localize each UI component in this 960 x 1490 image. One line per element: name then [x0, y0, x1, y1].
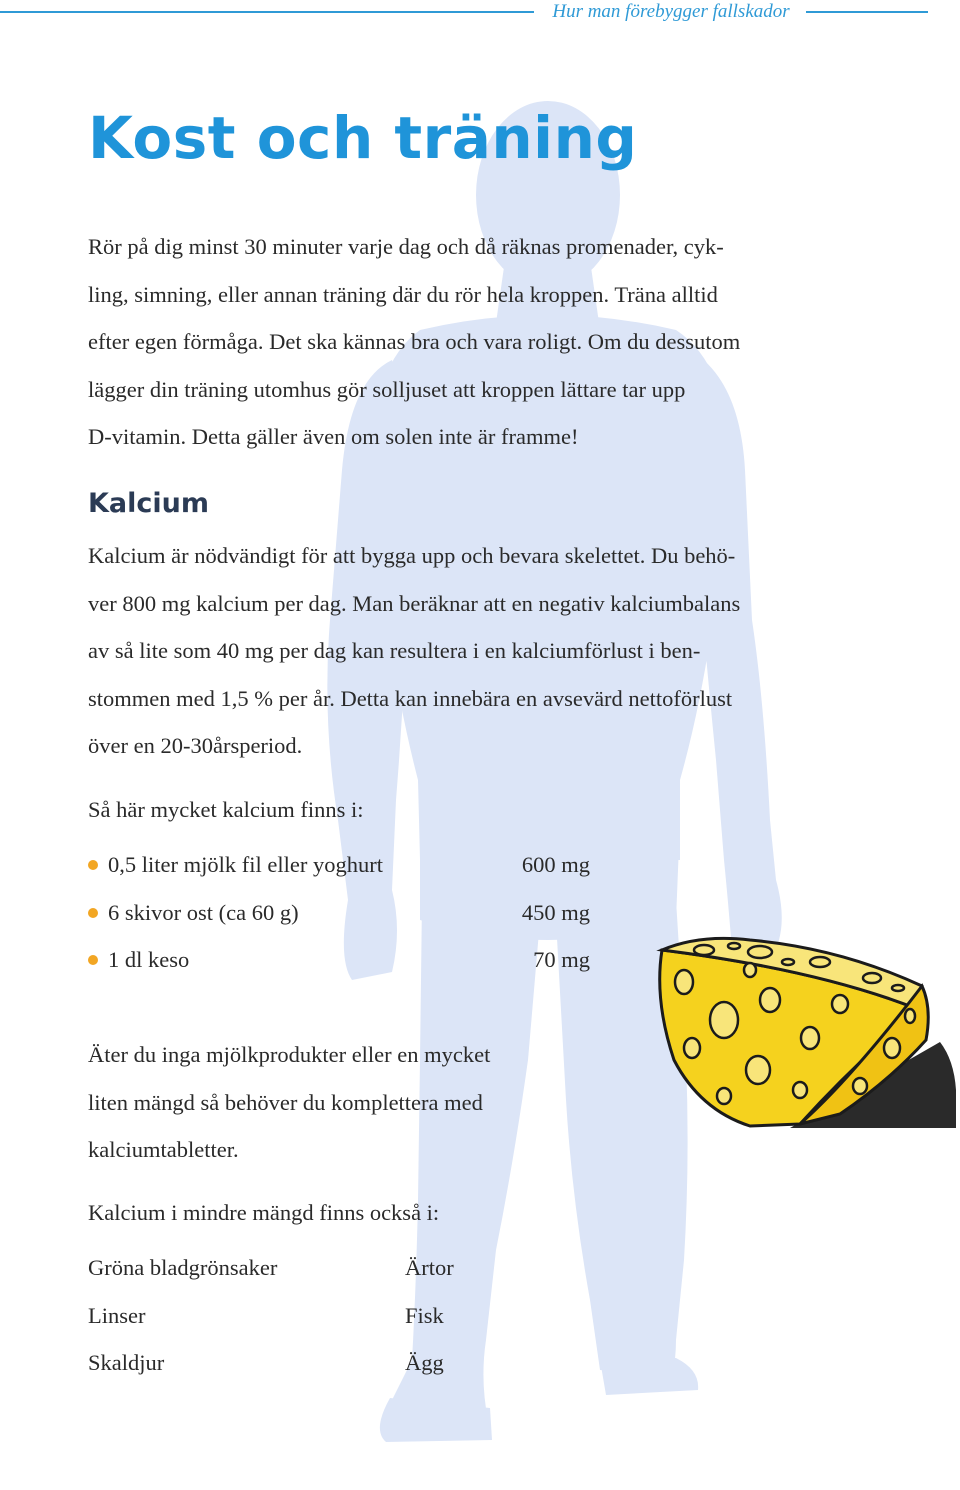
kalcium-line: över en 20-30årsperiod. [88, 733, 303, 758]
minor-source-item: Ärtor [405, 1255, 454, 1280]
intro-line: D-vitamin. Detta gäller även om solen inte är framme! [88, 424, 579, 449]
bullet-dot-icon [88, 908, 98, 918]
supplement-line: liten mängd så behöver du komplettera med [88, 1089, 483, 1115]
minor-source-item: Skaldjur [88, 1350, 165, 1375]
minor-source-item: Gröna bladgrönsaker [88, 1255, 278, 1280]
bullet-dot-icon [88, 860, 98, 870]
bullet-dot-icon [88, 955, 98, 965]
food-name: 6 skivor ost (ca 60 g) [108, 899, 299, 925]
kalcium-line: av så lite som 40 mg per dag kan resultera i en kalciumförlust i ben- [88, 638, 701, 663]
intro-line: Rör på dig minst 30 minuter varje dag och då räknas promenader, cyk- [88, 234, 724, 259]
cheese-wedge-illustration [640, 930, 958, 1130]
supplement-line: Äter du inga mjölkprodukter eller en mycket [88, 1042, 491, 1067]
minor-source-item: Ägg [405, 1350, 444, 1375]
supplement-paragraph [88, 1031, 608, 1174]
list-item [88, 841, 598, 889]
calcium-sources-list [88, 841, 598, 984]
list-item [88, 936, 598, 984]
kalcium-line: stommen med 1,5 % per år. Detta kan innebära en avsevärd nettoförlust [88, 685, 733, 711]
food-name: 0,5 liter mjölk fil eller yoghurt [108, 852, 383, 877]
header-rule-left [0, 11, 534, 13]
header-rule-right [806, 11, 928, 13]
minor-sources-heading: Kalcium i mindre mängd finns också i: [88, 1200, 440, 1225]
intro-line: ling, simning, eller annan träning där du rör hela kroppen. Träna alltid [88, 281, 718, 307]
food-name: 1 dl keso [108, 947, 190, 972]
minor-source-item: Fisk [405, 1302, 444, 1328]
list-item [88, 889, 598, 937]
kalcium-heading: Kalcium [88, 488, 210, 519]
kalcium-line: Kalcium är nödvändigt för att bygga upp och bevara skelettet. Du behö- [88, 543, 736, 568]
calcium-amount: 450 mg [521, 899, 590, 925]
running-header: Hur man förebygger fallskador [552, 1, 790, 22]
intro-line: efter egen förmåga. Det ska kännas bra och vara roligt. Om du dessutom [88, 329, 741, 354]
intro-paragraph [88, 223, 878, 461]
page-title: Kost och träning [88, 104, 638, 172]
intro-line: lägger din träning utomhus gör solljuset att kroppen lättare tar upp [88, 376, 686, 402]
supplement-line: kalciumtabletter. [88, 1137, 239, 1162]
minor-source-item: Linser [88, 1302, 146, 1328]
calcium-amount: 600 mg [521, 852, 590, 877]
kalcium-paragraph [88, 532, 878, 770]
sources-heading: Så här mycket kalcium finns i: [88, 797, 364, 822]
calcium-amount: 70 mg [533, 947, 590, 972]
kalcium-line: ver 800 mg kalcium per dag. Man beräknar att en negativ kalciumbalans [88, 590, 741, 616]
